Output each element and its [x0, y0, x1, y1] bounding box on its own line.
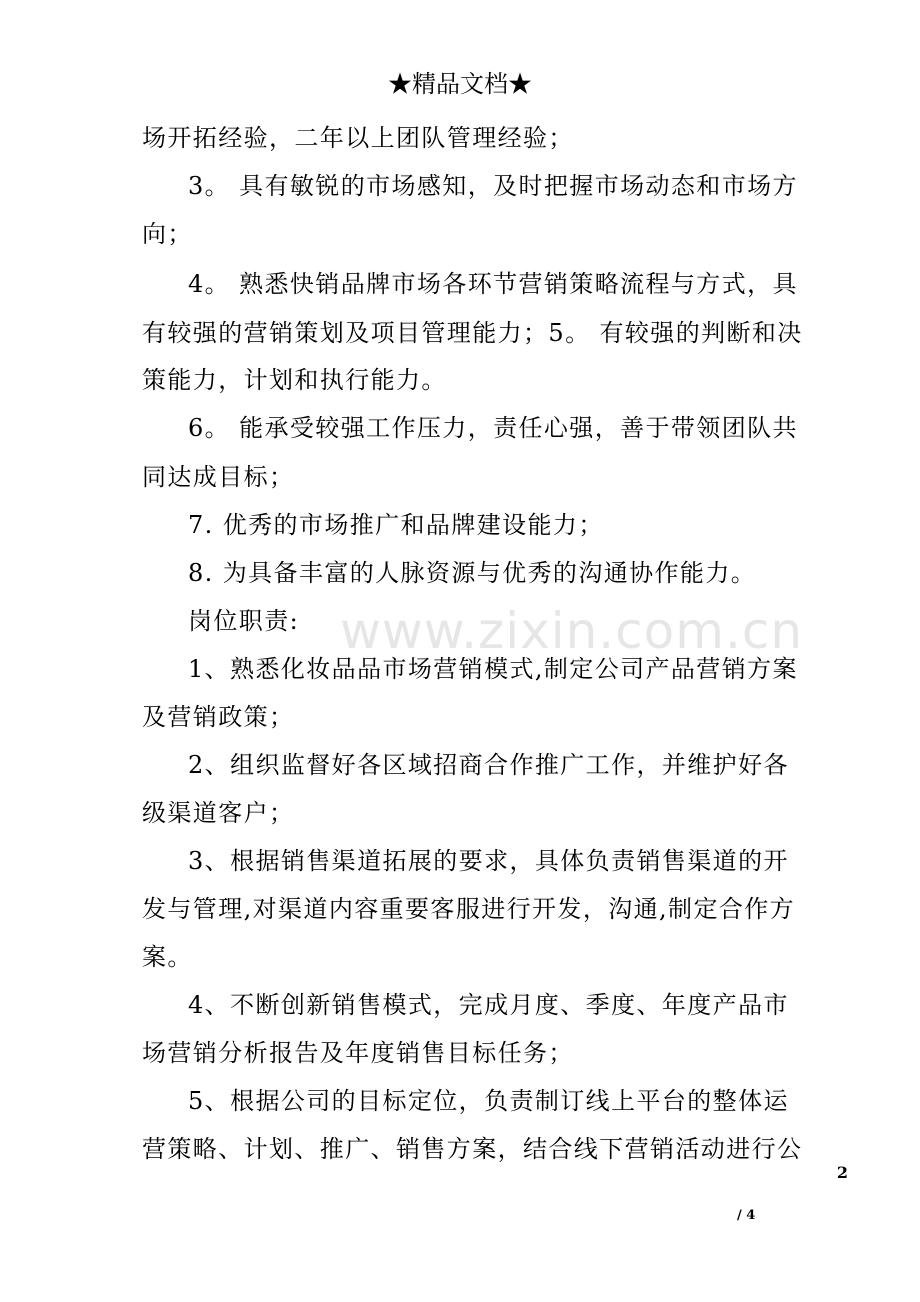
page-number: 2	[836, 1163, 848, 1182]
body-line: 1、熟悉化妆品品市场营销模式,制定公司产品营销方案	[188, 655, 798, 683]
body-line: 级渠道客户；	[142, 799, 295, 827]
body-line: 3。 具有敏锐的市场感知，及时把握市场动态和市场方	[188, 172, 798, 200]
body-line: 场营销分析报告及年度销售目标任务；	[142, 1039, 574, 1067]
body-line: 3、根据销售渠道拓展的要求，具体负责销售渠道的开	[188, 847, 789, 875]
body-line: 及营销政策；	[142, 703, 295, 731]
body-line: 案。	[142, 943, 193, 971]
body-line: 4、不断创新销售模式，完成月度、季度、年度产品市	[188, 991, 789, 1019]
body-line: 有较强的营销策划及项目管理能力；5。 有较强的判断和决	[142, 319, 803, 347]
body-line: 发与管理,对渠道内容重要客服进行开发，沟通,制定合作方	[142, 895, 796, 923]
body-line: 8. 为具备丰富的人脉资源与优秀的沟通协作能力。	[188, 559, 757, 587]
body-line: 场开拓经验，二年以上团队管理经验；	[142, 124, 574, 152]
body-line: 5、根据公司的目标定位，负责制订线上平台的整体运	[188, 1087, 789, 1115]
body-line: 向；	[142, 220, 193, 248]
body-line: 策能力，计划和执行能力。	[142, 366, 447, 394]
body-line: 同达成目标；	[142, 463, 295, 491]
body-line: 营策略、计划、推广、销售方案，结合线下营销活动进行公	[142, 1135, 803, 1163]
page-header-title: ★精品文档★	[388, 70, 532, 98]
section-heading-responsibilities: 岗位职责:	[188, 607, 300, 635]
page-total: / 4	[737, 1208, 756, 1223]
body-line: 7. 优秀的市场推广和品牌建设能力；	[188, 511, 604, 539]
body-line: 4。 熟悉快销品牌市场各环节营销策略流程与方式，具	[188, 270, 798, 298]
watermark-text: www.zixin.com.cn	[340, 602, 804, 660]
body-line: 2、组织监督好各区域招商合作推广工作，并维护好各	[188, 751, 789, 779]
body-line: 6。 能承受较强工作压力，责任心强，善于带领团队共	[188, 414, 798, 442]
